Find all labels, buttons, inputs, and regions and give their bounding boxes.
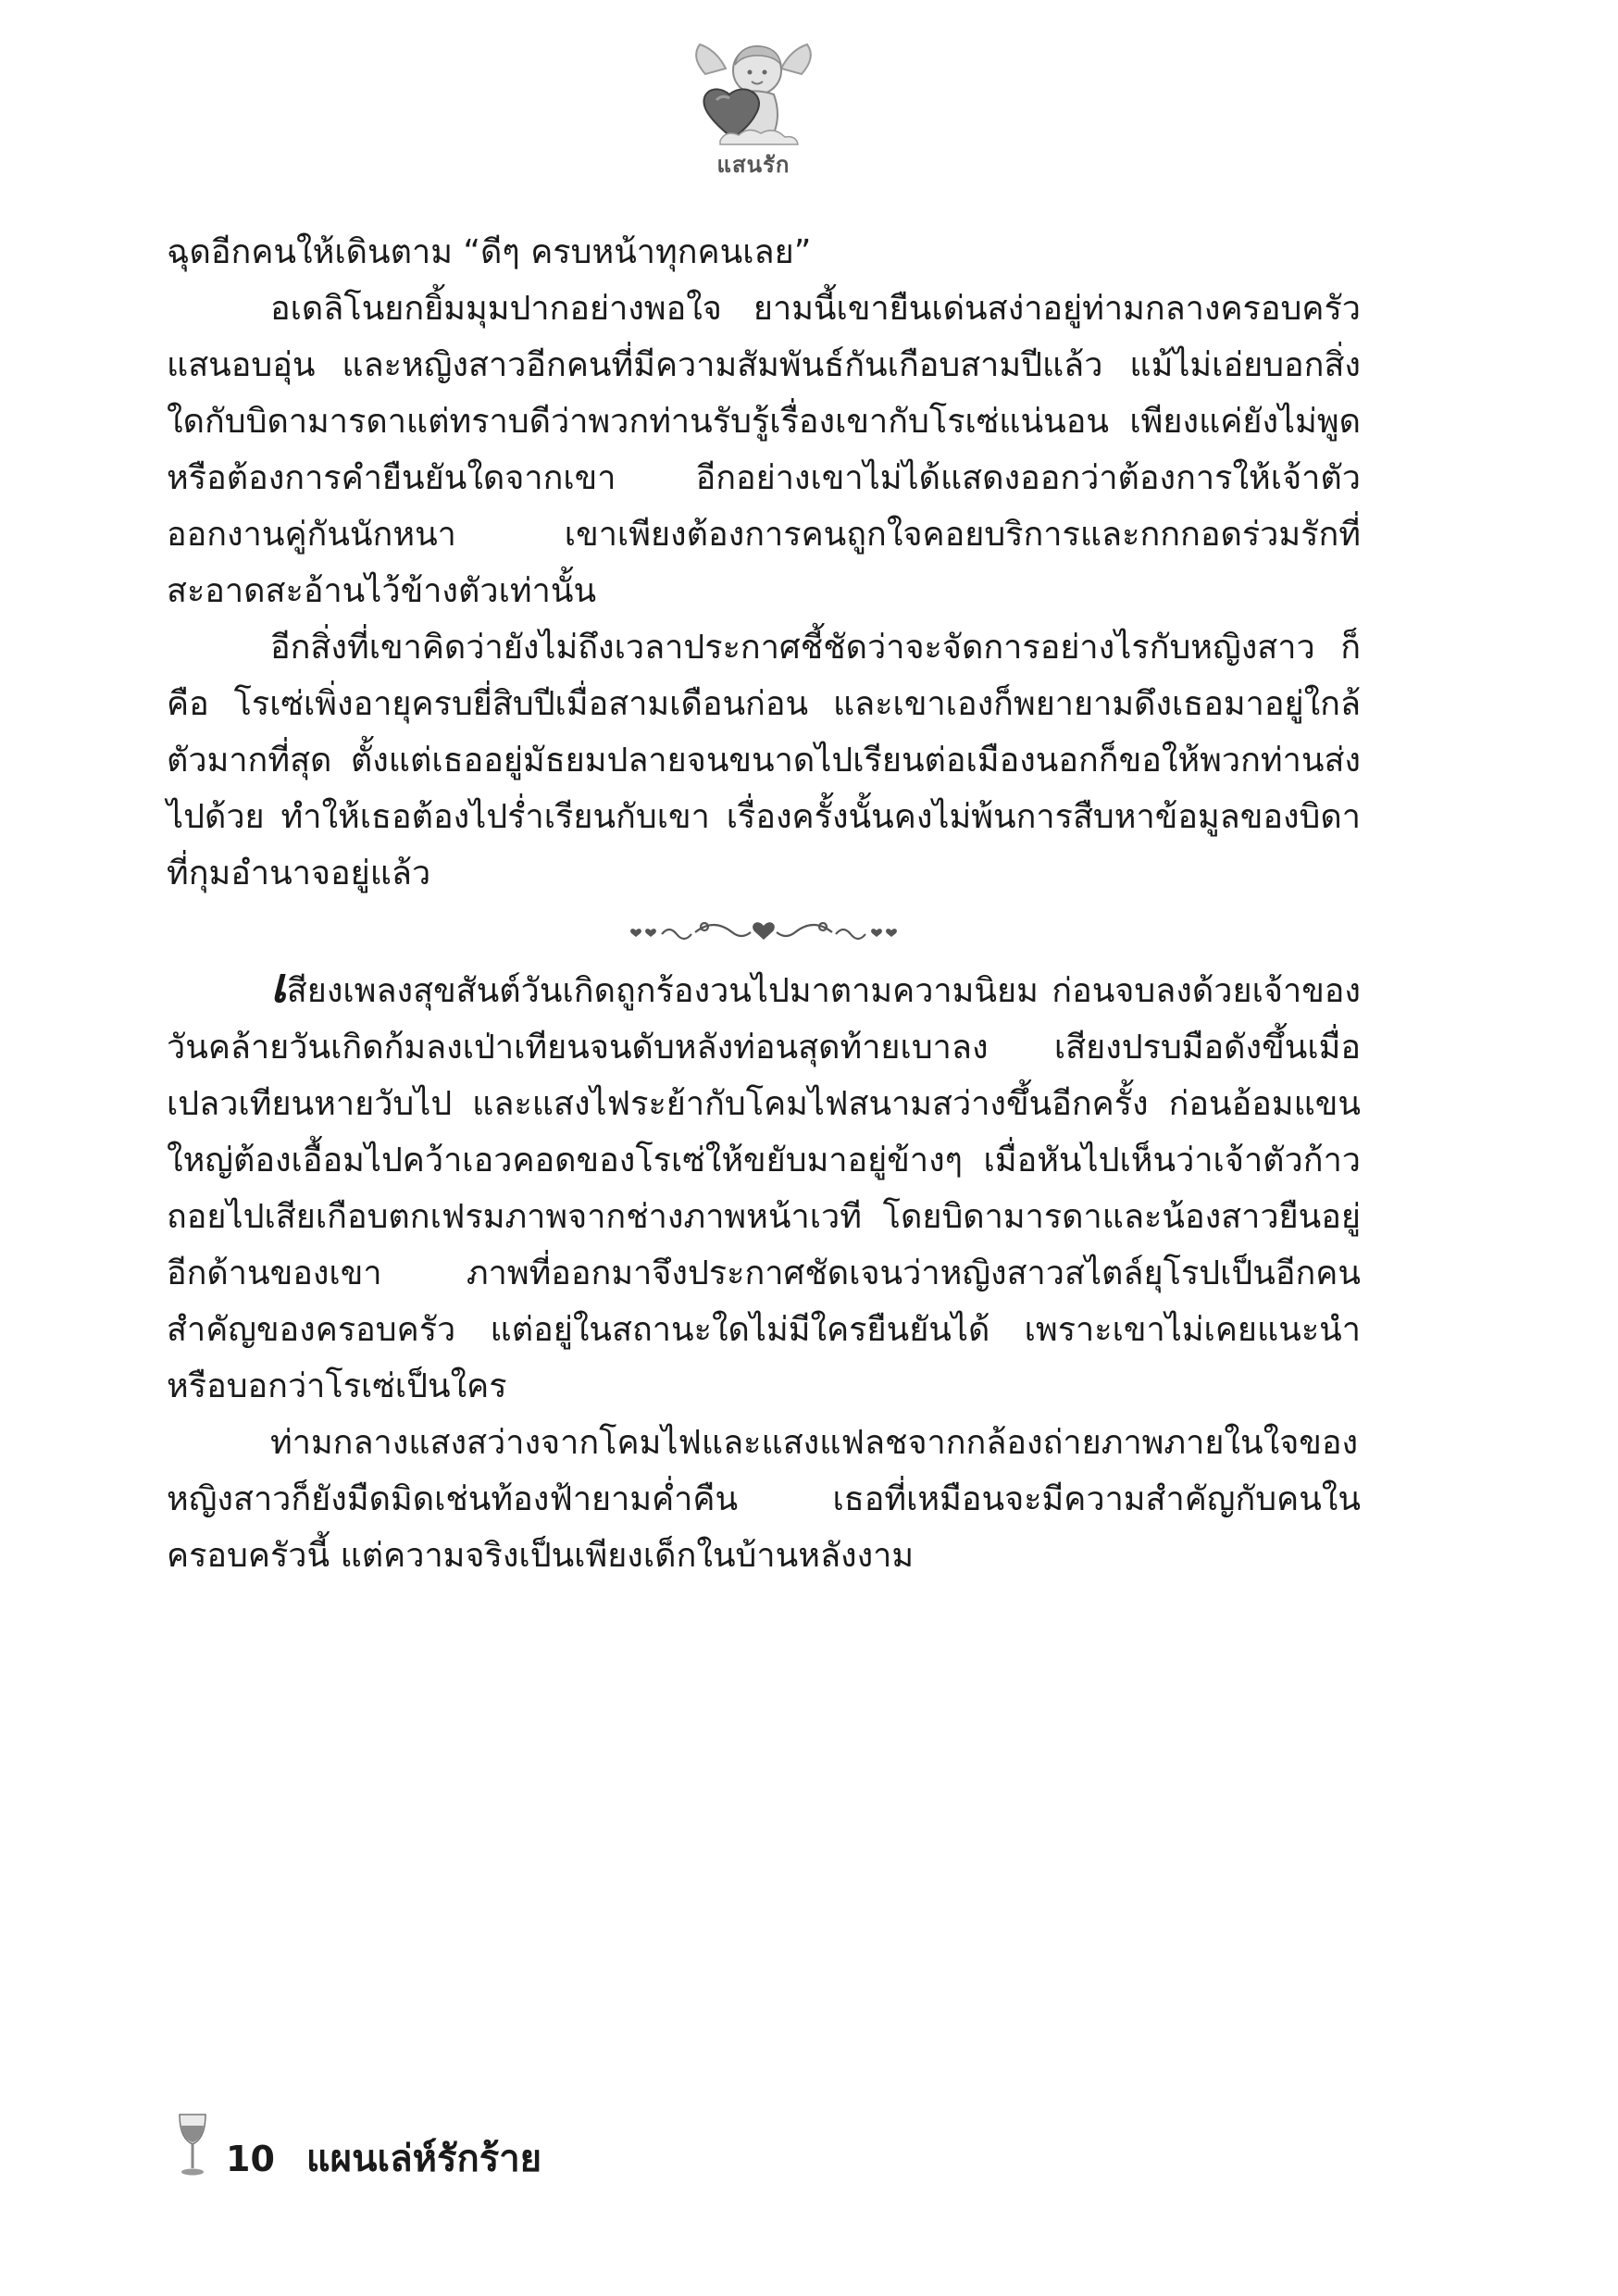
paragraph-text: สียงเพลงสุขสันต์วันเกิดถูกร้องวนไปมาตามความนิยม ก่อนจบลงด้วยเจ้าของวันคล้ายวันเกิดก้มลงเป่าเทียนจนดับหลังท่อนสุดท้ายเบาลง เสียงปรบมือดังขึ้นเมื่อเปลวเทียนหายวับไป และแสงไฟระย้ากับโคมไฟสนามสว่างขึ้นอีกครั้ง ก่อนอ้อมแขนใหญ่ต้องเอื้อมไปคว้าเอวคอดของโรเซ่ให้ขยับมาอยู่ข้างๆ เมื่อหันไปเห็นว่าเจ้าตัวก้าวถอยไปเสียเกือบตกเฟรมภาพจากช่างภาพหน้าเวที โดยบิดามารดาและน้องสาวยืนอยู่อีกด้านของเขา ภาพที่ออกมาจึงประกาศชัดเจนว่าหญิงสาวสไตล์ยุโรปเป็นอีกคนสำคัญของครอบครัว แต่อยู่ในสถานะใดไม่มีใครยืนยันได้ เพราะเขาไม่เคยแนะนำหรือบอกว่าโรเซ่เป็นใคร <box>167 972 1361 1405</box>
cupid-heart-logo-icon <box>689 37 818 148</box>
paragraph: ฉุดอีกคนให้เดินตาม “ดีๆ ครบหน้าทุกคนเลย” <box>167 233 812 271</box>
paragraph <box>167 958 1361 1415</box>
publisher-logo <box>689 37 818 181</box>
logo-text: แสนรัก <box>716 152 790 178</box>
paragraph: ท่ามกลางแสงสว่างจากโคมไฟและแสงแฟลชจากกล้องถ่ายภาพภายในใจของหญิงสาวก็ยังมืดมิดเช่นท้องฟ้ายามค่ำคืน เธอที่เหมือนจะมีความสำคัญกับคนในครอบครัวนี้ แต่ความจริงเป็นเพียงเด็กในบ้านหลังงาม <box>167 1424 1361 1575</box>
page-number: 10 <box>226 2139 275 2179</box>
heart-vine-ornament-icon <box>625 912 902 949</box>
wine-glass-icon <box>174 2111 211 2177</box>
paragraph: อีกสิ่งที่เขาคิดว่ายังไม่ถึงเวลาประกาศชี้ชัดว่าจะจัดการอย่างไรกับหญิงสาว ก็คือ โรเซ่เพิ่งอายุครบยี่สิบปีเมื่อสามเดือนก่อน และเขาเองก็พยายามดึงเธอมาอยู่ใกล้ตัวมากที่สุด ตั้งแต่เธออยู่มัธยมปลายจนขนาดไปเรียนต่อเมืองนอกก็ขอให้พวกท่านส่งไปด้วย ทำให้เธอต้องไปร่ำเรียนกับเขา เรื่องครั้งนั้นคงไม่พ้นการสืบหาข้อมูลของบิดาที่กุมอำนาจอยู่แล้ว <box>167 629 1361 892</box>
section-divider <box>167 902 1361 958</box>
book-title: แผนเล่ห์รักร้าย <box>305 2138 542 2180</box>
paragraph: อเดลิโนยกยิ้มมุมปากอย่างพอใจ ยามนี้เขายืนเด่นสง่าอยู่ท่ามกลางครอบครัวแสนอบอุ่น และหญิงสาวอีกคนที่มีความสัมพันธ์กันเกือบสามปีแล้ว แม้ไม่เอ่ยบอกสิ่งใดกับบิดามารดาแต่ทราบดีว่าพวกท่านรับรู้เรื่องเขากับโรเซ่แน่นอน เพียงแค่ยังไม่พูดหรือต้องการคำยืนยันใดจากเขา อีกอย่างเขาไม่ได้แสดงออกว่าต้องการให้เจ้าตัวออกงานคู่กันนักหนา เขาเพียงต้องการคนถูกใจคอยบริการและกกกอดร่วมรักที่สะอาดสะอ้านไว้ข้างตัวเท่านั้น <box>167 290 1361 610</box>
page-footer <box>174 2111 542 2180</box>
drop-cap: เ <box>270 958 287 1014</box>
body-text <box>167 224 1361 1584</box>
